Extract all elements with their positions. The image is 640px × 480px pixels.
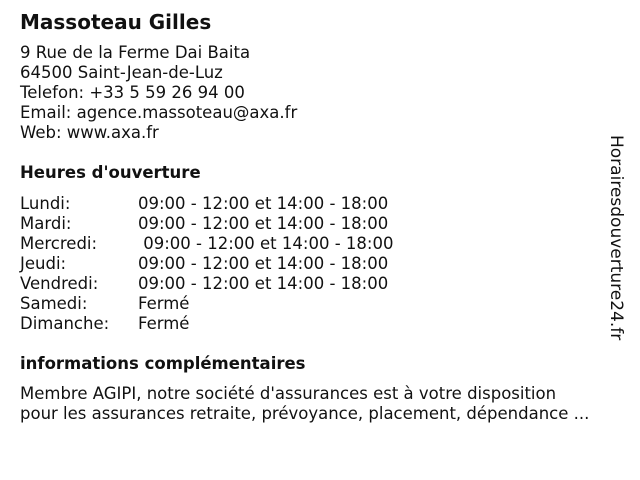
hours-row-dimanche: [20, 314, 393, 334]
email-line: Email: agence.massoteau@axa.fr: [20, 103, 298, 122]
day-hours: Fermé: [138, 314, 190, 333]
day-label: Vendredi:: [20, 274, 99, 293]
phone-line: Telefon: +33 5 59 26 94 00: [20, 83, 245, 102]
address-street: 9 Rue de la Ferme Dai Baita: [20, 43, 251, 62]
day-hours: 09:00 - 12:00 et 14:00 - 18:00: [138, 254, 389, 273]
day-hours: 09:00 - 12:00 et 14:00 - 18:00: [138, 194, 389, 213]
hours-heading: Heures d'ouverture: [20, 163, 201, 182]
info-description: [20, 384, 589, 424]
business-name: Massoteau Gilles: [20, 10, 212, 34]
hours-row-samedi: [20, 294, 393, 314]
opening-hours-table: [20, 194, 393, 334]
info-line: pour les assurances retraite, prévoyance, placement, dépendance ...: [20, 404, 590, 423]
site-watermark: Horairesdouverture24.fr: [606, 135, 626, 341]
hours-row-jeudi: [20, 254, 393, 274]
day-hours: Fermé: [138, 294, 190, 313]
day-label: Dimanche:: [20, 314, 110, 333]
web-line: Web: www.axa.fr: [20, 123, 159, 142]
day-label: Lundi:: [20, 194, 71, 213]
contact-block: [20, 43, 297, 143]
info-heading: informations complémentaires: [20, 354, 306, 373]
day-label: Samedi:: [20, 294, 88, 313]
info-line: Membre AGIPI, notre société d'assurances est à votre disposition: [20, 384, 557, 403]
hours-row-mardi: [20, 214, 393, 234]
hours-row-vendredi: [20, 274, 393, 294]
day-label: Jeudi:: [20, 254, 67, 273]
hours-row-mercredi: [20, 234, 393, 254]
day-hours: 09:00 - 12:00 et 14:00 - 18:00: [138, 234, 394, 253]
day-label: Mercredi:: [20, 234, 98, 253]
hours-row-lundi: [20, 194, 393, 214]
day-hours: 09:00 - 12:00 et 14:00 - 18:00: [138, 214, 389, 233]
address-city: 64500 Saint-Jean-de-Luz: [20, 63, 223, 82]
day-label: Mardi:: [20, 214, 72, 233]
day-hours: 09:00 - 12:00 et 14:00 - 18:00: [138, 274, 389, 293]
